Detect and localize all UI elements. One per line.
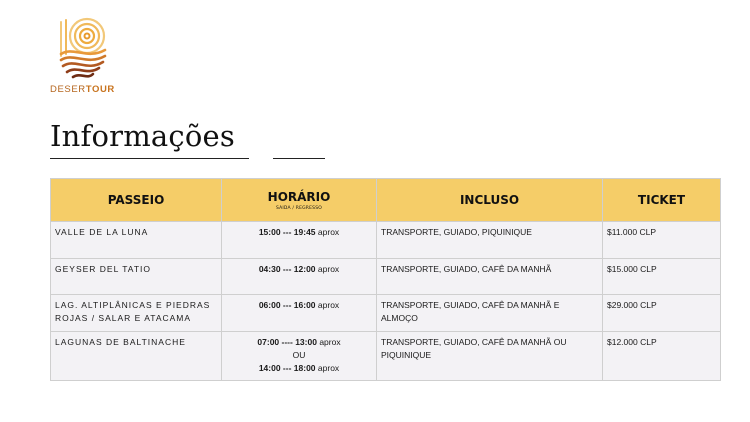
brand-name-part2: TOUR	[85, 84, 115, 95]
header-horario: HORÁRIO SAIDA / REGRESSO	[222, 179, 377, 222]
table-row	[51, 259, 721, 295]
cell-horario: 15:00 --- 19:45 aprox	[222, 222, 377, 259]
header-passeio: PASSEIO	[51, 179, 222, 222]
table-row	[51, 222, 721, 259]
cell-passeio: VALLE DE LA LUNA	[51, 222, 222, 259]
title-underline-short	[273, 158, 325, 159]
header-ticket: TICKET	[603, 179, 721, 222]
header-horario-subtitle: SAIDA / REGRESSO	[275, 205, 323, 211]
cell-ticket: $15.000 CLP	[603, 259, 721, 295]
table-row	[51, 295, 721, 332]
cell-ticket: $12.000 CLP	[603, 332, 721, 381]
cell-incluso: TRANSPORTE, GUIADO, PIQUINIQUE	[377, 222, 603, 259]
cell-passeio: LAG. ALTIPLÂNICAS E PIEDRAS ROJAS / SALAR E ATACAMA	[51, 295, 222, 332]
brand-name-part1: DESER	[50, 84, 86, 95]
brand-name	[50, 84, 120, 95]
page-title: Informações	[50, 119, 235, 153]
table-header-row	[51, 179, 721, 222]
cell-passeio: GEYSER DEL TATIO	[51, 259, 222, 295]
cell-horario: 04:30 --- 12:00 aprox	[222, 259, 377, 295]
cell-horario: 06:00 --- 16:00 aprox	[222, 295, 377, 332]
sun-dunes-logo-icon	[57, 16, 111, 82]
cell-passeio: LAGUNAS DE BALTINACHE	[51, 332, 222, 381]
cell-horario: 07:00 ---- 13:00 aprox OU 14:00 --- 18:00 aprox	[222, 332, 377, 381]
title-underline	[50, 158, 249, 159]
table-row	[51, 332, 721, 381]
brand-logo	[50, 16, 120, 95]
tours-table	[50, 178, 721, 381]
cell-incluso: TRANSPORTE, GUIADO, CAFÊ DA MANHÃ	[377, 259, 603, 295]
cell-incluso: TRANSPORTE, GUIADO, CAFÊ DA MANHÃ E ALMOÇO	[377, 295, 603, 332]
cell-horario-ou: OU	[292, 350, 306, 360]
cell-ticket: $29.000 CLP	[603, 295, 721, 332]
cell-ticket: $11.000 CLP	[603, 222, 721, 259]
cell-incluso: TRANSPORTE, GUIADO, CAFÊ DA MANHÃ OU PIQUINIQUE	[377, 332, 603, 381]
header-incluso: INCLUSO	[377, 179, 603, 222]
